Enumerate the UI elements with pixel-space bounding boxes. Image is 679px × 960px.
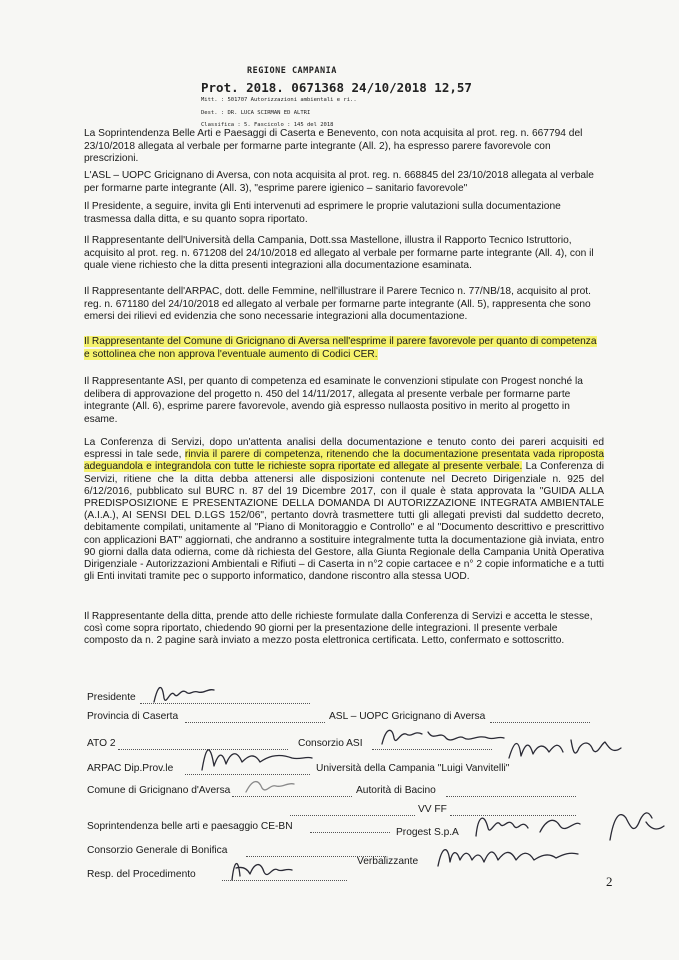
label-provincia: Provincia di Caserta — [87, 711, 179, 722]
label-ato: ATO 2 — [87, 738, 116, 749]
stamp-classification: Classifica : 5. Fascicolo : 145 del 2018 — [201, 122, 334, 128]
label-consorzio-asi: Consorzio ASI — [298, 738, 363, 749]
label-autorita: Autorità di Bacino — [356, 785, 436, 796]
stamp-sender: Mitt. : 501707 Autorizzazioni ambientali e ri.. — [201, 97, 357, 103]
paragraph-conferenza — [84, 437, 604, 583]
signature-line-autorita — [446, 796, 576, 797]
signature-resp-procedimento — [226, 852, 296, 886]
signature-line-provincia — [185, 722, 325, 723]
paragraph-asl: L'ASL – UOPC Gricignano di Aversa, con nota acquisita al prot. reg. n. 668845 del 23/10/2018 allegata al verbale per formarne parte integrante (All. 3), "esprime parere igienico – sanitario favorevole" — [84, 170, 594, 194]
label-comune: Comune di Gricignano d'Aversa — [87, 785, 231, 796]
label-progest: Progest S.p.A — [396, 827, 459, 838]
signature-verbalizzante — [432, 838, 582, 872]
label-verbalizzante: Verbalizzante — [357, 856, 419, 867]
signature-universita — [505, 734, 625, 764]
signature-arpac — [196, 740, 316, 774]
signature-comune — [240, 774, 300, 798]
paragraph-presidente: Il Presidente, a seguire, invita gli Enti intervenuti ad esprimere le proprie valutazioni sulla documentazione trasmessa dalla ditta, e su quanto sopra riportato. — [84, 201, 561, 225]
signature-line-vvff-lead — [290, 815, 415, 816]
label-arpac: ARPAC Dip.Prov.le — [87, 763, 174, 774]
stamp-recipient: Dest. : DR. LUCA SCIRMAN ED ALTRI — [201, 110, 311, 116]
label-presidente: Presidente — [87, 692, 136, 703]
label-universita: Università della Campania "Luigi Vanvitelli" — [316, 763, 510, 774]
signature-line-asl — [490, 722, 590, 723]
signature-line-consorzio-asi — [372, 749, 492, 750]
paragraph-arpac: Il Rappresentante dell'ARPAC, dott. delle Femmine, nell'illustrare il Parere Tecnico n. 77/NB/18, acquisito al prot. reg. n. 671180 del 24/10/2018 ed allegato al verbale per formarne parte integrante (All. 5), rappresenta che sono emersi dei rilievi ed evidenzia che sono necessarie integrazioni alla documentazione. — [84, 286, 591, 323]
conferenza-text-2: La Conferenza di Servizi, ritiene che la ditta debba attenersi alle disposizioni contenute nel Decreto Dirigenziale n. 925 del 6/12/2016, pubblicato sul BURC n. 87 del 19 Dicembre 2017, con il quale è stata approvata la "GUIDA ALLA PREDISPOSIZIONE E PRESENTAZIONE DELLA DOMANDA DI AUTORIZZAZIONE INTEGRATA AMBIENTALE (A.I.A.), AI SENSI DEL D.LGS 152/06", pertanto dovrà trasmettere tutti gli allegati previsti dal suddetto decreto, debitamente compilati, unitamente al "Piano di Monitoraggio e Controllo" e al "Documento descrittivo e prescrittivo con applicazioni BAT" aggiornati, che andranno a sostituire integralmente tutta la documentazione già inviata, entro 90 giorni dalla data odierna, come dà richiesta del Gestore, alla Giunta Regionale della Campania Unità Operativa Dirigenziale - Autorizzazioni Ambientali e Rifiuti – di Caserta in n°2 copie cartacee e n° 2 copie informatiche e a tutti gli Enti invitati tramite pec o supporto informatico, dandone riscontro alla stessa UOD. — [84, 461, 605, 583]
paragraph-universita: Il Rappresentante dell'Università della Campania, Dott.ssa Mastellone, illustra il Rapporto Tecnico Istruttorio, acquisito al prot. reg. n. 671208 del 24/10/2018 ed allegato al verbale per formarne parte integrante (All. 4), con il quale viene richiesto che la ditta presenti integrazioni alla documentazione esaminata. — [84, 235, 594, 272]
signature-consorzio-asi — [378, 724, 508, 748]
label-soprintendenza: Soprintendenza belle arti e paesaggio CE-BN — [87, 821, 293, 832]
stamp-protocol: Prot. 2018. 0671368 24/10/2018 12,57 — [201, 80, 472, 95]
highlight-conferenza: rinvia il parere di competenza, ritenendo che la documentazione presentata vada riproposta adeguandola e integrandola con tutte le richieste sopra riportate ed allegate al presente verbale. — [84, 449, 604, 473]
signature-line-soprintendenza — [310, 832, 390, 833]
paragraph-closing: Il Rappresentante della ditta, prende atto delle richieste formulate dalla Conferenza di Servizi e accetta le stesse, così come sopra riportato, chiedendo 90 giorni per la presentazione delle integrazioni. Il presente verbale composto da n. 2 pagine sarà inviato a mezzo posta elettronica certificata. Letto, confermato e sottoscritto. — [84, 611, 593, 647]
paragraph-comune — [84, 336, 604, 361]
label-asl: ASL – UOPC Gricignano di Aversa — [329, 711, 486, 722]
conferenza-text-1: La Conferenza di Servizi, dopo un'attenta analisi della documentazione e tenuto conto dei pareri acquisiti ed espressi in tale sede, — [84, 437, 604, 461]
label-consorzio-bonifica: Consorzio Generale di Bonifica — [87, 845, 228, 856]
paragraph-asi: Il Rappresentante ASI, per quanto di competenza ed esaminate le convenzioni stipulate con Progest nonché la delibera di approvazione del progetto n. 450 del 14/11/2017, allegata al presente verbale per formarne parte integrante (All. 6), esprime parere favorevole, avendo già espresso nullaosta positivo in merito al progetto in esame. — [84, 376, 583, 425]
stamp-region: REGIONE CAMPANIA — [247, 66, 337, 76]
signature-presidente — [148, 680, 218, 710]
page-number: 2 — [606, 874, 613, 889]
highlight-comune: Il Rappresentante del Comune di Gricignano di Aversa nell'esprime il parere favorevole per quanto di competenza e sottolinea che non approva l'eventuale aumento di Codici CER. — [84, 336, 597, 360]
label-vvff: VV FF — [418, 804, 447, 815]
label-resp-procedimento: Resp. del Procedimento — [87, 869, 196, 880]
paragraph-soprintendenza: La Soprintendenza Belle Arti e Paesaggi di Caserta e Benevento, con nota acquisita al prot. reg. n. 667794 del 23/10/2018 allegata al verbale per formarne parte integrante (All. 2), ha espresso parere favorevole con prescrizioni. — [84, 128, 583, 165]
